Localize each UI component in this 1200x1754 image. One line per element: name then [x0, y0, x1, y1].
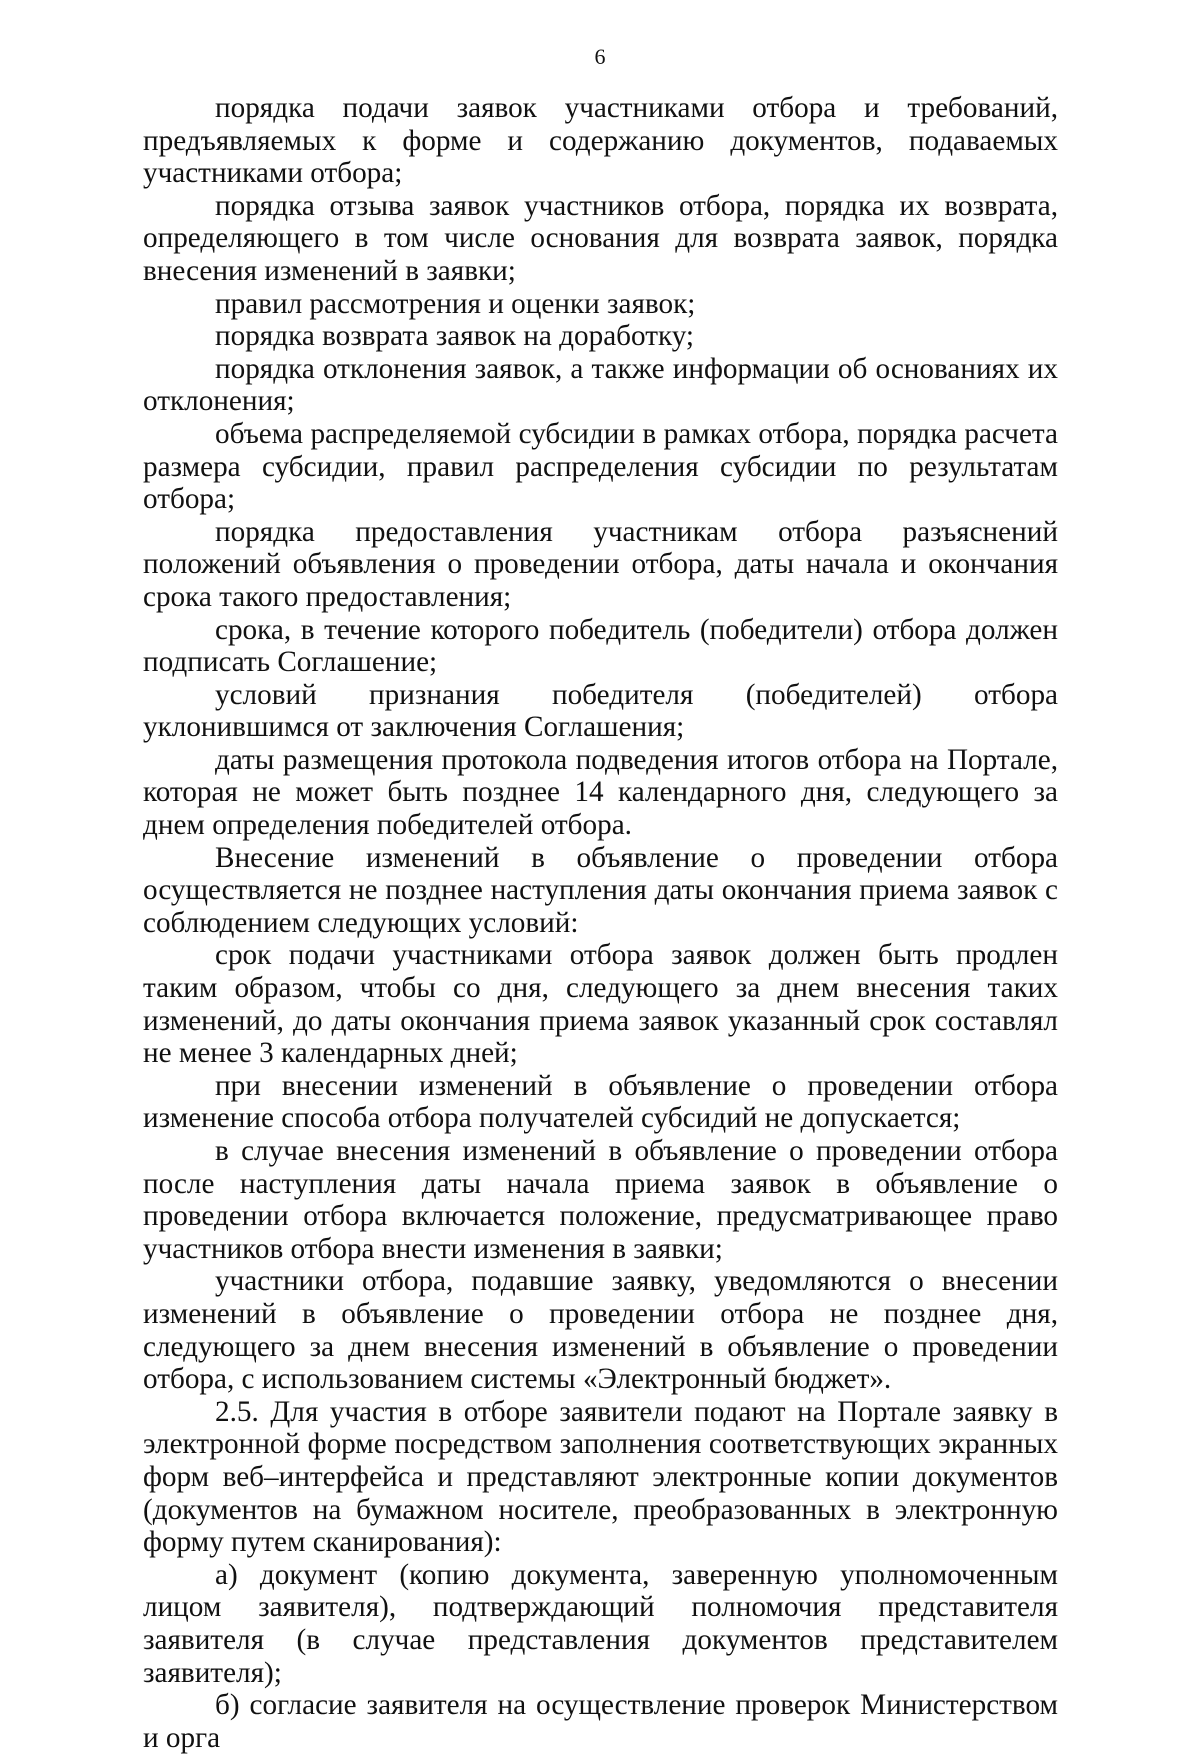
paragraph: срок подачи участниками отбора заявок должен быть продлен таким образом, чтобы со дня, следующего за днем внесения таких изменений, до даты окончания приема заявок указанный срок составлял не менее 3 календарных дней; [143, 939, 1058, 1070]
paragraph: порядка отклонения заявок, а также информации об основаниях их отклонения; [143, 352, 1058, 418]
paragraph: а) документ (копию документа, заверенную уполномоченным лицом заявителя), подтверждающий полномочия представителя заявителя (в случае представления документов представителем заявителя); [143, 1558, 1058, 1689]
paragraph: порядка отзыва заявок участников отбора, порядка их возврата, определяющего в том числе основания для возврата заявок, порядка внесения изменений в заявки; [143, 189, 1058, 287]
paragraph: при внесении изменений в объявление о проведении отбора изменение способа отбора получателей субсидий не допускается; [143, 1069, 1058, 1135]
paragraph: порядка подачи заявок участниками отбора и требований, предъявляемых к форме и содержанию документов, подаваемых участниками отбора; [143, 92, 1058, 190]
document-body [143, 92, 1058, 1754]
paragraph: даты размещения протокола подведения итогов отбора на Портале, которая не может быть позднее 14 календарного дня, следующего за днем определения победителей отбора. [143, 743, 1058, 842]
paragraph: 2.5. Для участия в отборе заявители подают на Портале заявку в электронной форме посредством заполнения соответствующих экранных форм веб–интерфейса и представляют электронные копии документов (документов на бумажном носителе, преобразованных в электронную форму путем сканирования): [143, 1395, 1058, 1559]
paragraph: Внесение изменений в объявление о проведении отбора осуществляется не позднее наступления даты окончания приема заявок с соблюдением следующих условий: [143, 841, 1058, 939]
page-number: 6 [594, 44, 606, 69]
paragraph: в случае внесения изменений в объявление о проведении отбора после наступления даты начала приема заявок в объявление о проведении отбора включается положение, предусматривающее право участников отбора внести изменения в заявки; [143, 1135, 1058, 1265]
paragraph: порядка предоставления участникам отбора разъяснений положений объявления о проведении отбора, даты начала и окончания срока такого предоставления; [143, 515, 1058, 613]
paragraph: порядка возврата заявок на доработку; [215, 320, 695, 353]
paragraph: б) согласие заявителя на осуществление проверок Министерством и орга [143, 1689, 1058, 1754]
paragraph: условий признания победителя (победителей) отбора уклонившимся от заключения Соглашения; [143, 678, 1058, 744]
paragraph: правил рассмотрения и оценки заявок; [215, 287, 696, 320]
paragraph: участники отбора, подавшие заявку, уведомляются о внесении изменений в объявление о проведении отбора не позднее дня, следующего за днем внесения изменений в объявление о проведении отбора, с использованием системы «Электронный бюджет». [143, 1265, 1058, 1396]
paragraph: объема распределяемой субсидии в рамках отбора, порядка расчета размера субсидии, правил распределения субсидии по результатам отбора; [143, 417, 1058, 516]
paragraph: срока, в течение которого победитель (победители) отбора должен подписать Соглашение; [143, 613, 1058, 679]
